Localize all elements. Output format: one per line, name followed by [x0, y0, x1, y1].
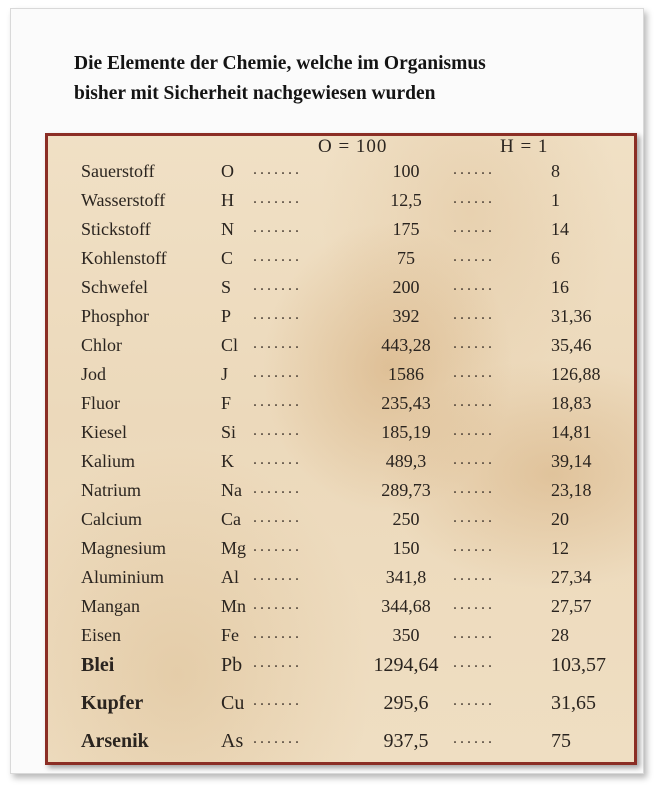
oxygen-value: 289,73 — [381, 480, 431, 500]
element-symbol: F — [221, 393, 232, 413]
element-name: Sauerstoff — [81, 161, 155, 181]
slide-card — [10, 8, 644, 774]
leader-dots: ...... — [453, 692, 495, 709]
leader-dots: ...... — [453, 422, 495, 439]
element-symbol: S — [221, 277, 232, 297]
leader-dots: ...... — [453, 190, 495, 207]
hydrogen-value: 103,57 — [551, 654, 606, 676]
hydrogen-value: 20 — [551, 509, 569, 529]
element-name: Natrium — [81, 480, 141, 500]
element-name: Kiesel — [81, 422, 127, 442]
leader-dots: ....... — [253, 451, 302, 468]
leader-dots: ...... — [453, 306, 495, 323]
hydrogen-value: 16 — [551, 277, 569, 297]
element-symbol: Mg — [221, 538, 247, 558]
oxygen-value: 235,43 — [381, 393, 431, 413]
element-symbol: Al — [221, 567, 239, 587]
leader-dots: ....... — [253, 654, 302, 671]
title-line-2: bisher mit Sicherheit nachgewiesen wurden — [74, 83, 436, 104]
element-symbol: Mn — [221, 596, 247, 616]
oxygen-value: 443,28 — [381, 335, 431, 355]
table-row — [48, 730, 634, 765]
leader-dots: ....... — [253, 190, 302, 207]
leader-dots: ....... — [253, 538, 302, 555]
hydrogen-value: 14 — [551, 219, 569, 239]
element-symbol: N — [221, 219, 234, 239]
leader-dots: ...... — [453, 219, 495, 236]
table-row — [48, 625, 634, 654]
table-row — [48, 567, 634, 596]
leader-dots: ....... — [253, 248, 302, 265]
element-name: Kohlenstoff — [81, 248, 167, 268]
table-row — [48, 509, 634, 538]
table-row — [48, 692, 634, 730]
hydrogen-value: 12 — [551, 538, 569, 558]
element-name: Kupfer — [81, 692, 144, 714]
element-name: Schwefel — [81, 277, 148, 297]
leader-dots: ...... — [453, 538, 495, 555]
leader-dots: ...... — [453, 364, 495, 381]
element-name: Calcium — [81, 509, 142, 529]
oxygen-value: 12,5 — [390, 190, 422, 210]
oxygen-value: 1294,64 — [373, 654, 439, 676]
element-name: Blei — [81, 654, 115, 676]
scanned-table-image — [45, 133, 637, 765]
oxygen-value: 185,19 — [381, 422, 431, 442]
hydrogen-value: 39,14 — [551, 451, 592, 471]
oxygen-value: 175 — [392, 219, 420, 239]
element-symbol: O — [221, 161, 234, 181]
leader-dots: ...... — [453, 625, 495, 642]
leader-dots: ...... — [453, 248, 495, 265]
element-symbol: Pb — [221, 654, 243, 676]
element-name: Stickstoff — [81, 219, 151, 239]
element-name: Arsenik — [81, 730, 149, 752]
element-name: Aluminium — [81, 567, 165, 587]
hydrogen-value: 75 — [551, 730, 571, 752]
leader-dots: ...... — [453, 567, 495, 584]
leader-dots: ....... — [253, 277, 302, 294]
hydrogen-value: 126,88 — [551, 364, 601, 384]
element-name: Chlor — [81, 335, 123, 355]
table-row — [48, 393, 634, 422]
oxygen-value: 150 — [392, 538, 420, 558]
element-symbol: C — [221, 248, 234, 268]
table-row — [48, 654, 634, 692]
leader-dots: ....... — [253, 393, 302, 410]
oxygen-value: 344,68 — [381, 596, 431, 616]
element-symbol: As — [221, 730, 244, 752]
element-symbol: K — [221, 451, 234, 471]
leader-dots: ....... — [253, 596, 302, 613]
table-row — [48, 277, 634, 306]
leader-dots: ....... — [253, 422, 302, 439]
leader-dots: ...... — [453, 654, 495, 671]
leader-dots: ....... — [253, 219, 302, 236]
leader-dots: ...... — [453, 509, 495, 526]
leader-dots: ....... — [253, 335, 302, 352]
element-symbol: Ca — [221, 509, 241, 529]
element-name: Fluor — [81, 393, 121, 413]
hydrogen-value: 8 — [551, 161, 560, 181]
element-symbol: Na — [221, 480, 242, 500]
oxygen-value: 295,6 — [383, 692, 429, 714]
leader-dots: ....... — [253, 509, 302, 526]
element-name: Mangan — [81, 596, 140, 616]
element-name: Magnesium — [81, 538, 166, 558]
leader-dots: ...... — [453, 335, 495, 352]
element-name: Kalium — [81, 451, 135, 471]
element-name: Jod — [81, 364, 107, 384]
hydrogen-value: 1 — [551, 190, 560, 210]
element-name: Phosphor — [81, 306, 150, 326]
leader-dots: ...... — [453, 277, 495, 294]
table-row — [48, 596, 634, 625]
hydrogen-value: 31,36 — [551, 306, 592, 326]
leader-dots: ....... — [253, 567, 302, 584]
table-row — [48, 480, 634, 509]
hydrogen-value: 27,34 — [551, 567, 592, 587]
element-symbol: Cu — [221, 692, 245, 714]
oxygen-value: 937,5 — [383, 730, 429, 752]
leader-dots: ...... — [453, 451, 495, 468]
leader-dots: ....... — [253, 625, 302, 642]
page-title — [74, 49, 486, 109]
hydrogen-value: 18,83 — [551, 393, 592, 413]
table-row — [48, 364, 634, 393]
element-symbol: Si — [221, 422, 237, 442]
oxygen-value: 1586 — [388, 364, 424, 384]
leader-dots: ....... — [253, 306, 302, 323]
hydrogen-value: 23,18 — [551, 480, 592, 500]
leader-dots: ...... — [453, 730, 495, 747]
table-row — [48, 190, 634, 219]
leader-dots: ...... — [453, 161, 495, 178]
element-symbol: Cl — [221, 335, 239, 355]
oxygen-value: 489,3 — [385, 451, 427, 471]
element-symbol: Fe — [221, 625, 239, 645]
table-row — [48, 248, 634, 277]
leader-dots: ....... — [253, 480, 302, 497]
leader-dots: ...... — [453, 596, 495, 613]
table-row — [48, 538, 634, 567]
table-row — [48, 161, 634, 190]
hydrogen-value: 35,46 — [551, 335, 592, 355]
leader-dots: ...... — [453, 480, 495, 497]
oxygen-value: 75 — [397, 248, 415, 268]
oxygen-value: 350 — [392, 625, 420, 645]
element-symbol: J — [221, 364, 229, 384]
element-table — [48, 161, 634, 765]
table-row — [48, 422, 634, 451]
hydrogen-value: 28 — [551, 625, 569, 645]
element-name: Eisen — [81, 625, 121, 645]
hydrogen-value: 14,81 — [551, 422, 592, 442]
hydrogen-value: 27,57 — [551, 596, 592, 616]
leader-dots: ...... — [453, 393, 495, 410]
element-name: Wasserstoff — [81, 190, 166, 210]
element-symbol: P — [221, 306, 232, 326]
hydrogen-value: 31,65 — [551, 692, 596, 714]
leader-dots: ....... — [253, 161, 302, 178]
column-header-hydrogen: H = 1 — [500, 136, 549, 157]
oxygen-value: 250 — [392, 509, 420, 529]
title-line-1: Die Elemente der Chemie, welche im Organismus — [74, 53, 486, 74]
leader-dots: ....... — [253, 692, 302, 709]
hydrogen-value: 6 — [551, 248, 560, 268]
oxygen-value: 100 — [392, 161, 420, 181]
element-symbol: H — [221, 190, 234, 210]
table-row — [48, 306, 634, 335]
column-header-oxygen: O = 100 — [318, 136, 388, 157]
table-row — [48, 451, 634, 480]
table-row — [48, 335, 634, 364]
leader-dots: ....... — [253, 364, 302, 381]
table-row — [48, 219, 634, 248]
oxygen-value: 341,8 — [385, 567, 427, 587]
leader-dots: ....... — [253, 730, 302, 747]
oxygen-value: 200 — [392, 277, 420, 297]
oxygen-value: 392 — [392, 306, 420, 326]
